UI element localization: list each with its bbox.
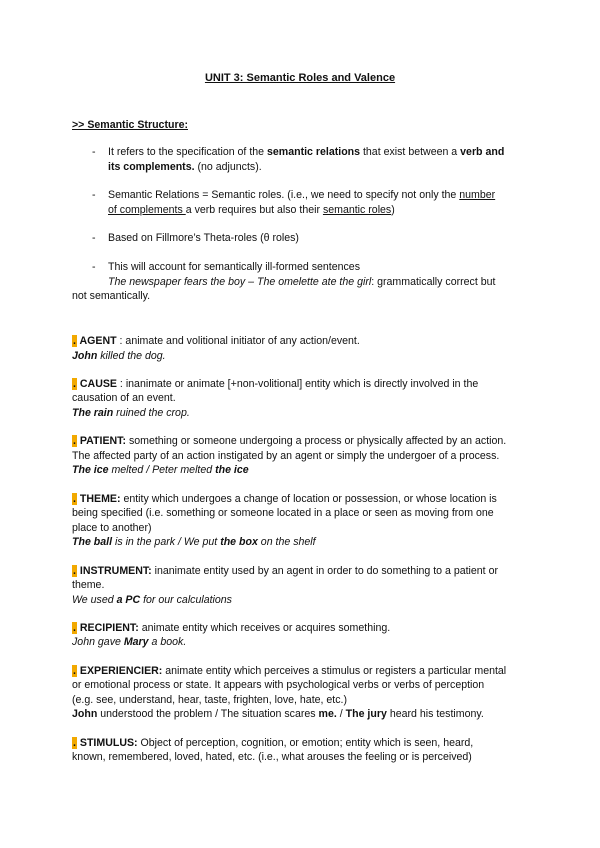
- text-run: verb and: [460, 146, 505, 158]
- highlight-marker: .: [73, 621, 76, 634]
- text-run: The rain: [72, 406, 114, 419]
- role-line: [72, 707, 532, 722]
- text-run: a PC: [116, 593, 141, 606]
- text-run: killed the dog.: [97, 349, 166, 362]
- bullet-item: [72, 231, 532, 246]
- highlight-marker: .: [73, 564, 76, 577]
- text-run: ): [391, 203, 395, 216]
- text-run: entity which undergoes a change of location or possession, or whose location is: [120, 492, 497, 505]
- text-run: STIMULUS:: [76, 736, 138, 749]
- role-definition-line: [72, 492, 532, 507]
- role-line: [72, 693, 532, 708]
- text-run: is in the park / We put: [112, 536, 221, 549]
- bullet-dash: -: [92, 146, 96, 158]
- role-line: [72, 678, 532, 693]
- semantic-role-entry: [72, 334, 532, 363]
- text-run: a verb requires but also their: [185, 203, 323, 216]
- bullet-line: [108, 188, 532, 203]
- highlight-marker: .: [73, 664, 76, 677]
- semantic-roles-list: [72, 334, 532, 778]
- bullet-line: [108, 145, 532, 160]
- text-run: The ball: [72, 536, 113, 549]
- highlight-marker: .: [73, 335, 76, 347]
- text-run: a book.: [148, 636, 187, 649]
- text-run: semantic roles: [322, 203, 392, 216]
- text-run: something or someone undergoing a process or physically affected by an action.: [126, 435, 507, 448]
- role-line: [72, 750, 532, 765]
- bullet-dash: -: [92, 189, 96, 202]
- text-run: The ice: [72, 464, 109, 477]
- text-run: John gave: [72, 636, 124, 649]
- text-run: The newspaper fears the boy – The omelette ate the girl: [108, 275, 372, 288]
- text-run: me.: [318, 708, 337, 721]
- text-run: Semantic Relations = Semantic roles. (i.e., we need to specify not only the: [108, 189, 460, 202]
- text-run: (no adjuncts).: [194, 160, 262, 173]
- text-run: animate entity which receives or acquires something.: [138, 621, 391, 634]
- role-line: [72, 349, 532, 364]
- bullet-item: [72, 188, 532, 217]
- role-line: [72, 535, 532, 550]
- text-run: John: [72, 708, 98, 721]
- bullet-line: [108, 260, 532, 275]
- text-run: semantic relations: [267, 146, 361, 158]
- semantic-role-entry: [72, 564, 532, 608]
- semantic-role-entry: [72, 664, 532, 722]
- highlight-marker: .: [73, 492, 76, 505]
- text-run: known, remembered, loved, hated, etc. (i.e., what arouses the feeling or is perceived): [72, 751, 472, 764]
- example-continuation: not semantically.: [72, 290, 151, 303]
- highlight-marker: .: [73, 377, 76, 390]
- bullet-item: [72, 145, 532, 174]
- page-title: UNIT 3: Semantic Roles and Valence: [204, 72, 396, 84]
- role-line: [72, 391, 532, 406]
- bullet-line: [108, 231, 532, 246]
- text-run: for our calculations: [140, 593, 232, 606]
- text-run: It refers to the specification of the: [108, 146, 267, 158]
- text-run: : grammatically correct but: [371, 275, 496, 288]
- example-sentence: [72, 275, 532, 290]
- role-line: [72, 506, 532, 521]
- text-run: its complements.: [108, 160, 195, 173]
- text-run: Mary: [123, 636, 149, 649]
- text-run: RECIPIENT:: [76, 621, 139, 634]
- role-definition-line: [72, 736, 532, 751]
- highlight-marker: .: [73, 435, 76, 448]
- text-run: place to another): [72, 521, 152, 534]
- semantic-role-entry: [72, 434, 532, 478]
- text-run: the ice: [215, 464, 249, 477]
- text-run: The affected party of an action instigated by an agent or simply the undergoer of a process.: [72, 449, 500, 462]
- text-run: inanimate entity used by an agent in order to do something to a patient or: [151, 564, 498, 577]
- text-run: John: [72, 349, 98, 362]
- role-line: [72, 578, 532, 593]
- bullet-list: [72, 145, 532, 304]
- bullet-line: [108, 160, 532, 175]
- text-run: PATIENT:: [76, 435, 126, 448]
- text-run: animate entity which perceives a stimulus or registers a particular mental: [162, 664, 507, 677]
- text-run: understood the problem / The situation scares: [97, 708, 319, 721]
- role-definition-line: [72, 621, 532, 636]
- role-definition-line: [72, 377, 532, 392]
- text-run: : animate and volitional initiator of any action/event.: [116, 335, 360, 347]
- text-run: : inanimate or animate [+non-volitional] entity which is directly involved in the: [116, 377, 479, 390]
- text-run: EXPERIENCIER:: [76, 664, 163, 677]
- role-definition-line: [72, 334, 532, 349]
- semantic-role-entry: [72, 492, 532, 550]
- semantic-role-entry: [72, 377, 532, 421]
- text-run: Based on Fillmore’s Theta-roles (θ roles): [108, 232, 299, 245]
- text-run: (e.g. see, understand, hear, taste, frighten, love, hate, etc.): [72, 693, 348, 706]
- text-run: We used: [72, 593, 117, 606]
- text-run: ruined the crop.: [113, 406, 190, 419]
- text-run: INSTRUMENT:: [76, 564, 152, 577]
- text-run: CAUSE: [76, 377, 117, 390]
- text-run: theme.: [72, 579, 105, 592]
- text-run: or emotional process or state. It appears with psychological verbs or verbs of perception: [72, 679, 485, 692]
- role-line: [72, 521, 532, 536]
- role-line: [72, 406, 532, 421]
- text-run: /: [336, 708, 346, 721]
- text-run: the box: [220, 536, 258, 549]
- text-run: This will account for semantically ill-formed sentences: [108, 260, 360, 273]
- text-run: The jury: [345, 708, 387, 721]
- text-run: on the shelf: [257, 536, 316, 549]
- semantic-role-entry: [72, 621, 532, 650]
- role-line: [72, 449, 532, 464]
- text-run: being specified (i.e. something or someone located in a place or seen as moving from one: [72, 507, 494, 520]
- role-definition-line: [72, 564, 532, 579]
- semantic-role-entry: [72, 736, 532, 765]
- text-run: AGENT: [76, 335, 117, 347]
- highlight-marker: .: [73, 736, 76, 749]
- role-line: [72, 635, 532, 650]
- text-run: number: [459, 189, 496, 202]
- role-line: [72, 463, 532, 478]
- text-run: of complements: [108, 203, 186, 216]
- role-definition-line: [72, 664, 532, 679]
- role-definition-line: [72, 434, 532, 449]
- role-line: [72, 593, 532, 608]
- section-heading: >> Semantic Structure:: [72, 119, 188, 131]
- text-run: Object of perception, cognition, or emotion; entity which is seen, heard,: [137, 736, 474, 749]
- text-run: causation of an event.: [72, 392, 176, 405]
- bullet-dash: -: [92, 260, 96, 273]
- bullet-item: [72, 260, 532, 289]
- text-run: melted / Peter melted: [108, 464, 216, 477]
- text-run: heard his testimony.: [386, 708, 484, 721]
- text-run: THEME:: [76, 492, 121, 505]
- text-run: that exist between a: [360, 146, 461, 158]
- bullet-dash: -: [92, 232, 96, 245]
- bullet-line: [108, 203, 532, 218]
